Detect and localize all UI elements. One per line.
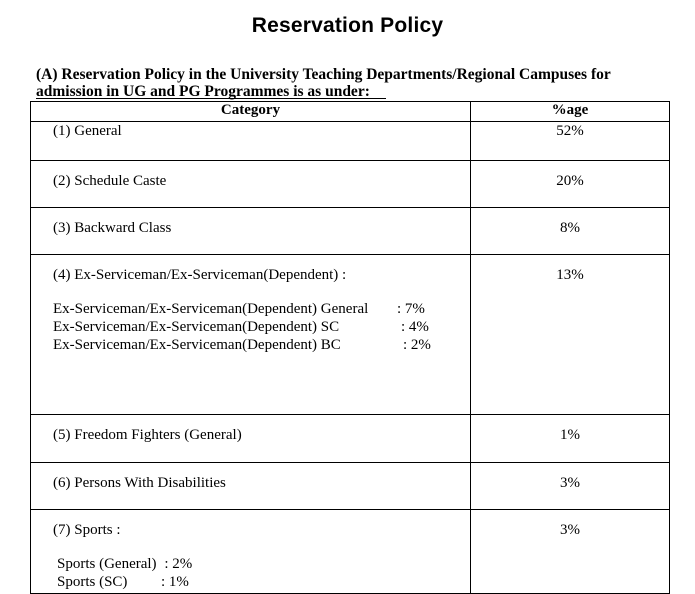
sub-item-value: : 4% bbox=[401, 319, 429, 335]
row-value: 3% bbox=[471, 463, 670, 510]
page-title: Reservation Policy bbox=[251, 14, 444, 37]
table-row bbox=[31, 415, 670, 463]
sub-item-label: Ex-Serviceman/Ex-Serviceman(Dependent) BC bbox=[53, 337, 341, 353]
sub-item-label: Ex-Serviceman/Ex-Serviceman(Dependent) General bbox=[53, 301, 369, 317]
row-label: (5) Freedom Fighters (General) bbox=[31, 415, 471, 463]
row-label: (4) Ex-Serviceman/Ex-Serviceman(Dependent) : bbox=[53, 267, 347, 283]
sub-item-value: : 7% bbox=[397, 301, 425, 317]
sub-item bbox=[57, 555, 470, 573]
sub-breakdown bbox=[53, 300, 470, 354]
table-row bbox=[31, 208, 670, 255]
header-category: Category bbox=[31, 102, 471, 122]
sub-item bbox=[57, 573, 470, 591]
row-cell-ex-serviceman bbox=[31, 255, 471, 415]
sub-item-label: Ex-Serviceman/Ex-Serviceman(Dependent) SC bbox=[53, 319, 340, 335]
row-label: (7) Sports : bbox=[53, 522, 121, 538]
reservation-table bbox=[30, 101, 670, 594]
sub-item-value: : 2% bbox=[403, 337, 431, 353]
table-row bbox=[31, 255, 670, 415]
sub-item-label: Sports (General) bbox=[57, 556, 157, 572]
row-value: 8% bbox=[471, 208, 670, 255]
sub-item-value: : 2% bbox=[164, 556, 193, 572]
table-row bbox=[31, 122, 670, 161]
row-label: (2) Schedule Caste bbox=[31, 161, 471, 208]
row-label: (1) General bbox=[31, 122, 471, 161]
section-heading-line-1: (A) Reservation Policy in the University Teaching Departments/Regional Campuses for bbox=[36, 66, 611, 83]
table-row bbox=[31, 510, 670, 594]
table-header-row bbox=[31, 102, 670, 122]
sub-item bbox=[53, 300, 470, 318]
row-value: 3% bbox=[471, 510, 670, 594]
sub-item bbox=[53, 336, 470, 354]
section-heading-line-2: admission in UG and PG Programmes is as under: bbox=[36, 83, 370, 100]
row-label: (6) Persons With Disabilities bbox=[31, 463, 471, 510]
row-value: 52% bbox=[471, 122, 670, 161]
row-value: 13% bbox=[471, 255, 670, 415]
row-value: 20% bbox=[471, 161, 670, 208]
table-row bbox=[31, 463, 670, 510]
table-row bbox=[31, 161, 670, 208]
section-heading bbox=[36, 66, 676, 100]
sub-breakdown bbox=[57, 555, 470, 591]
sub-item-label: Sports (SC) bbox=[57, 574, 128, 590]
row-label: (3) Backward Class bbox=[31, 208, 471, 255]
header-percent: %age bbox=[471, 102, 670, 122]
row-value: 1% bbox=[471, 415, 670, 463]
sub-item bbox=[53, 318, 470, 336]
heading-underline bbox=[36, 98, 386, 99]
sub-item-value: : 1% bbox=[161, 574, 189, 590]
row-cell-sports bbox=[31, 510, 471, 594]
